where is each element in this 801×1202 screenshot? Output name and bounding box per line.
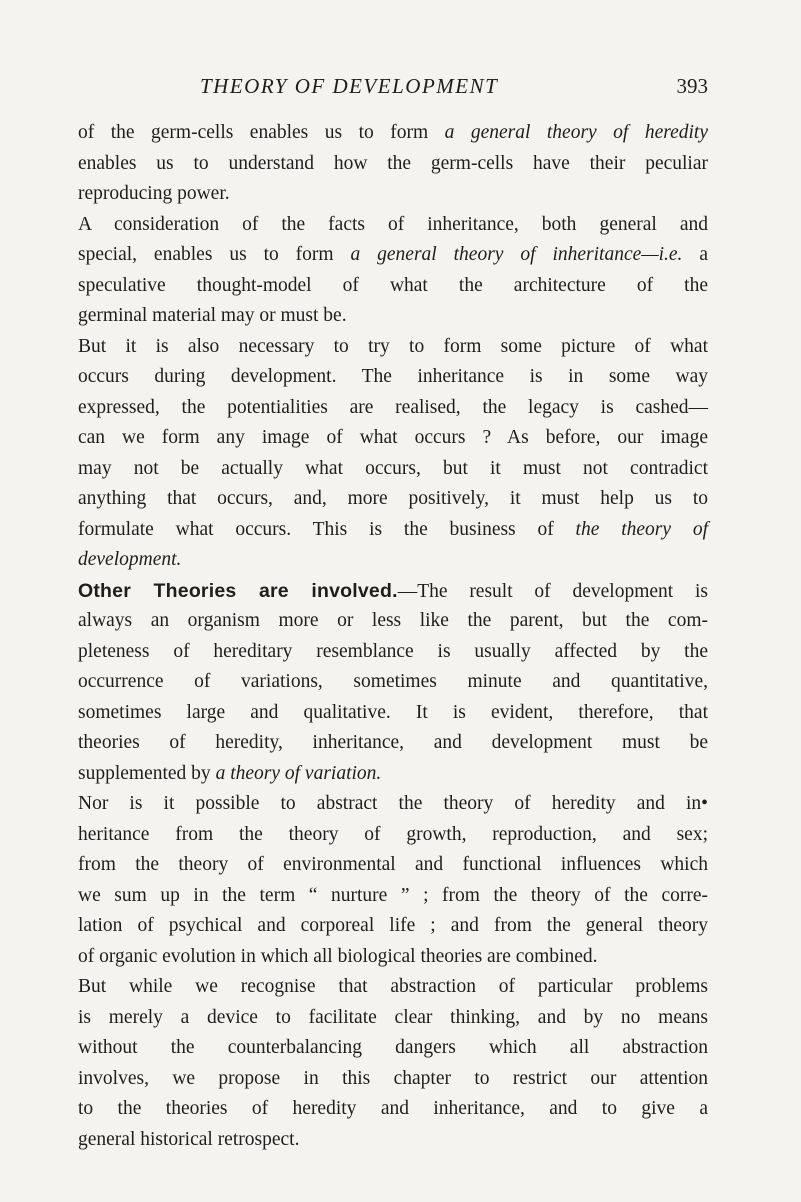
body-text <box>78 118 708 1155</box>
running-title: THEORY OF DEVELOPMENT <box>200 74 499 98</box>
text-line: anything that occurs, and, more positively, it must help us to <box>78 488 708 509</box>
text-line: without the counterbalancing dangers which all abstraction <box>78 1037 708 1058</box>
section-heading: Other Theories are involved. <box>78 579 398 602</box>
text-line: Other Theories are involved.—The result of development is <box>78 579 708 602</box>
text-line: can we form any image of what occurs ? As before, our image <box>78 427 708 448</box>
emphasis: a general theory of inheritance—i.e. <box>350 244 683 265</box>
text-line: involves, we propose in this chapter to restrict our attention <box>78 1067 708 1089</box>
page-header <box>78 74 708 108</box>
text-line: supplemented by a theory of variation. <box>78 762 382 784</box>
text-line <box>78 545 708 576</box>
text-line: pleteness of hereditary resemblance is usually affected by the <box>78 640 708 662</box>
text-line: theories of heredity, inheritance, and development must be <box>78 732 708 753</box>
text-line: sometimes large and qualitative. It is evident, therefore, that <box>78 701 708 723</box>
text-line: A consideration of the facts of inheritance, both general and <box>78 213 708 235</box>
text-line: of the germ-cells enables us to form a general theory of heredity <box>78 122 708 143</box>
text-line: occurrence of variations, sometimes minute and quantitative, <box>78 671 708 692</box>
text-line: lation of psychical and corporeal life ; and from the general theory <box>78 915 708 936</box>
page-number: 393 <box>676 74 708 98</box>
text-line: germinal material may or must be. <box>78 305 347 326</box>
text-line: But it is also necessary to try to form some picture of what <box>78 335 708 357</box>
text-line: special, enables us to form a general theory of inheritance—i.e. a <box>78 244 708 265</box>
text-line: to the theories of heredity and inheritance, and to give a <box>78 1098 708 1119</box>
text-line: occurs during development. The inheritance is in some way <box>78 366 708 387</box>
text-line: formulate what occurs. This is the business of the theory of <box>78 518 709 540</box>
text-line: Nor is it possible to abstract the theory of heredity and in• <box>78 793 708 814</box>
emphasis: development. <box>78 549 182 570</box>
text-line: enables us to understand how the germ-cells have their peculiar <box>78 152 708 174</box>
emphasis: a general theory of heredity <box>444 122 708 143</box>
text-line: reproducing power. <box>78 183 230 204</box>
text-line: expressed, the potentialities are realised, the legacy is cashed— <box>78 396 708 418</box>
text-line: heritance from the theory of growth, reproduction, and sex; <box>78 823 708 845</box>
text-line: But while we recognise that abstraction of particular problems <box>78 976 708 997</box>
text-line: is merely a device to facilitate clear thinking, and by no means <box>78 1006 708 1028</box>
text-line: may not be actually what occurs, but it must not contradict <box>78 457 708 479</box>
text-line: of organic evolution in which all biological theories are combined. <box>78 945 598 967</box>
text-line: always an organism more or less like the parent, but the com- <box>78 610 708 631</box>
text-line: speculative thought-model of what the architecture of the <box>78 274 708 296</box>
text-line: general historical retrospect. <box>78 1128 300 1150</box>
text-line: from the theory of environmental and functional influences which <box>78 854 708 875</box>
text-line: we sum up in the term “ nurture ” ; from the theory of the corre- <box>78 884 708 906</box>
emphasis: the theory of <box>575 518 709 540</box>
emphasis: a theory of variation. <box>215 762 382 784</box>
